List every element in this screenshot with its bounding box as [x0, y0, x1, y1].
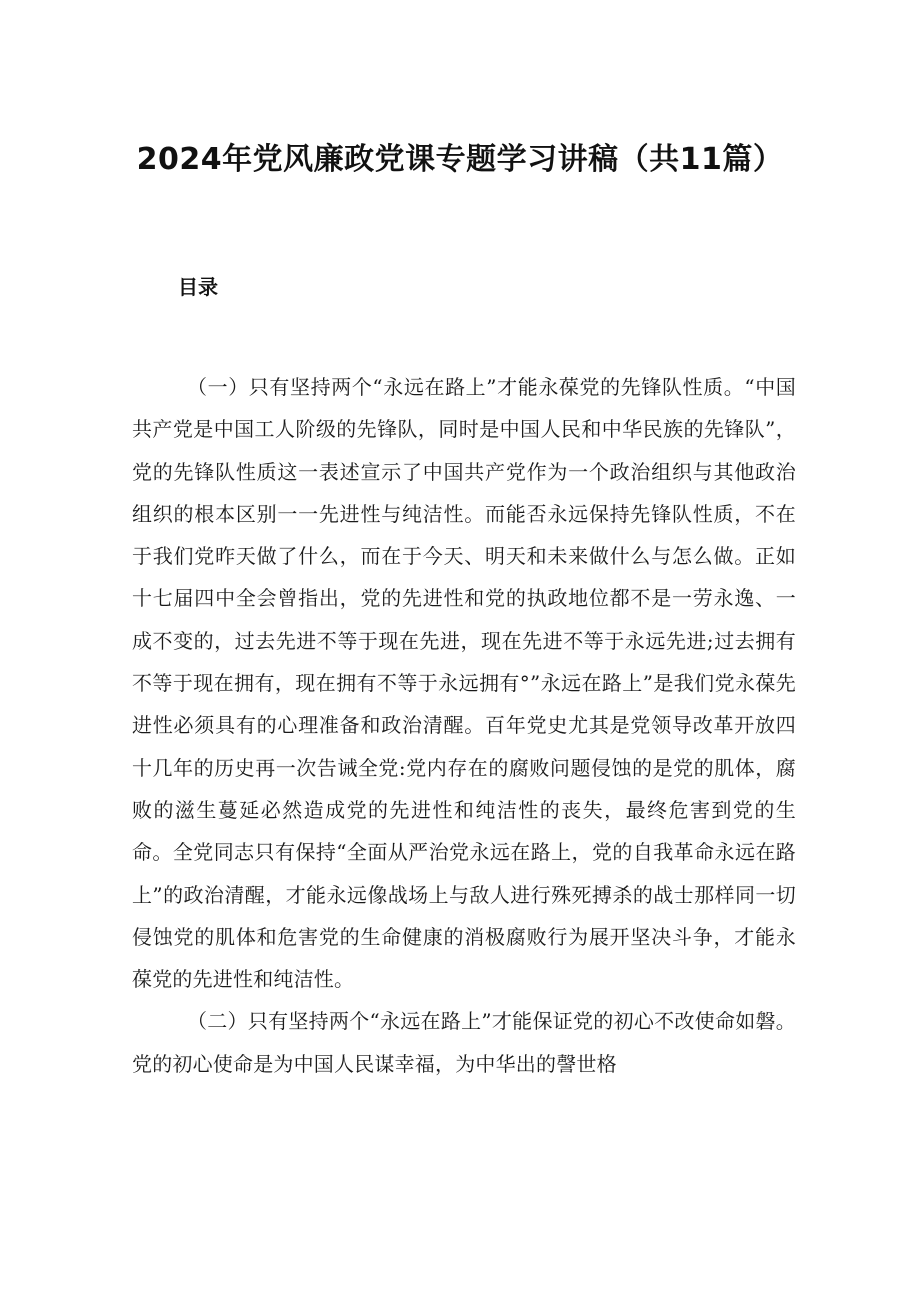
document-title: 2024年党风廉政党课专题学习讲稿（共11篇）: [136, 142, 784, 177]
document-body: [132, 366, 796, 1085]
paragraph-2: （二）只有坚持两个“永远在路上”才能保证党的初心不改使命如磐。党的初心使命是为中国人民谋幸福，为中华出的謦世格: [132, 1009, 796, 1076]
toc-heading: 目录: [178, 275, 218, 299]
paragraph-1: （一）只有坚持两个“永远在路上”才能永葆党的先锋队性质。“中国共产党是中国工人阶级的先锋队，同时是中国人民和中华民族的先锋队”，党的先锋队性质这一表述宣示了中国共产党作为一个政治组织与其他政治组织的根本区别一一先进性与纯洁性。而能否永远保持先锋队性质，不在于我们党昨天做了什么，而在于今天、明天和未来做什么与怎么做。正如十七届四中全会曾指出，党的先进性和党的执政地位都不是一劳永逸、一成不变的，过去先进不等于现在先进，现在先进不等于永远先进;过去拥有不等于现在拥有，现在拥有不等于永远拥有°”永远在路上”是我们党永葆先进性必须具有的心理准备和政治清醒。百年党史尤其是党领导改革开放四十几年的历史再一次告诫全党:党内存在的腐败问题侵蚀的是党的肌体，腐败的滋生蔓延必然造成党的先进性和纯洁性的丧失，最终危害到党的生命。全党同志只有保持“全面从严治党永远在路上，党的自我革命永远在路上”的政治清醒，才能永远像战场上与敌人进行殊死搏杀的战士那样同一切侵蚀党的肌体和危害党的生命健康的消极腐败行为展开坚决斗争，才能永葆党的先进性和纯洁性。: [132, 375, 796, 992]
